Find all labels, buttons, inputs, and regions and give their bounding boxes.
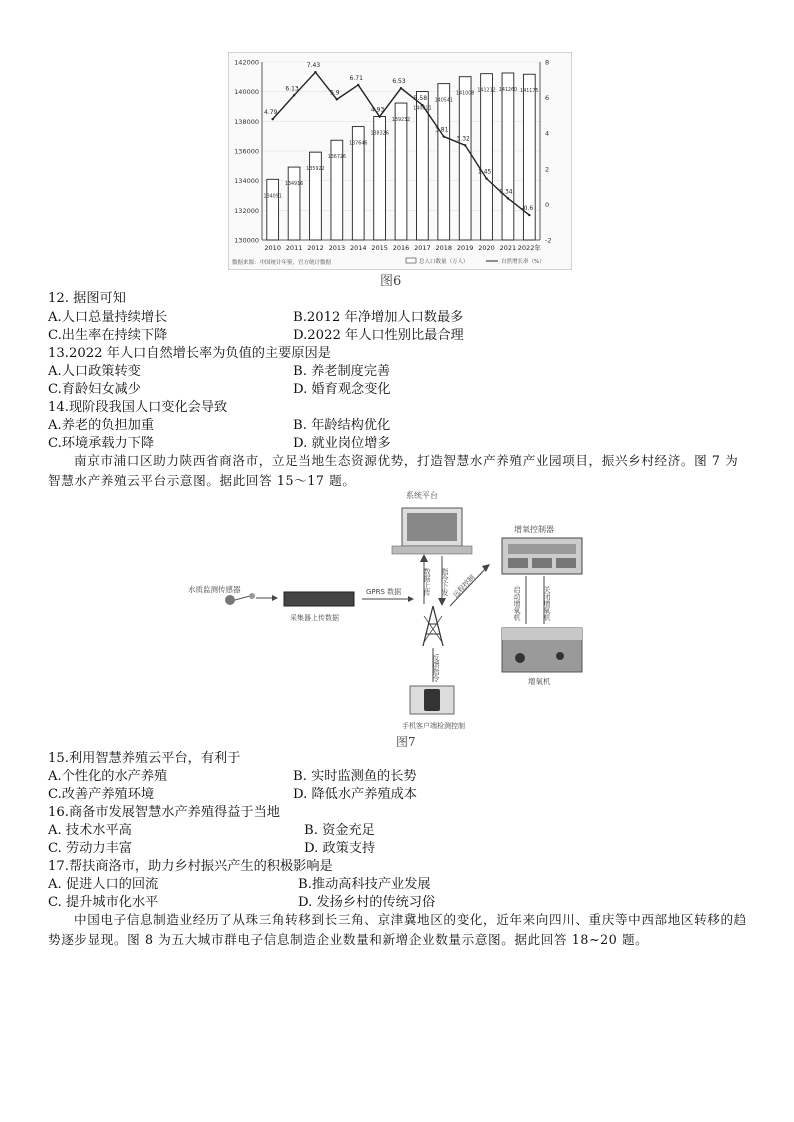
population-chart-svg — [228, 52, 572, 270]
y-right-tick-label: 8 — [545, 58, 550, 67]
x-tick-label: 2022年 — [517, 244, 541, 252]
q14-option-d[interactable]: D. 就业岗位增多 — [293, 436, 391, 451]
growth-rate-point — [464, 144, 466, 146]
q15-option-d[interactable]: D. 降低水产养殖成本 — [293, 787, 417, 802]
figure-6-caption: 图6 — [380, 274, 402, 289]
q14-option-a[interactable]: A.养老的负担加重 — [48, 418, 155, 433]
close-label: 关闭增氧机 — [543, 586, 551, 621]
aerator-pond-image — [502, 628, 582, 672]
x-tick-label: 2015 — [371, 244, 388, 252]
legend-bar-swatch — [406, 258, 416, 263]
growth-rate-point — [314, 71, 316, 73]
q15-stem: 15.利用智慧养殖云平台，有利于 — [48, 751, 241, 766]
growth-rate-point — [528, 214, 530, 216]
auto-label: 启动增氧机 — [513, 586, 521, 621]
line-value-label: -0.6 — [521, 205, 534, 213]
x-tick-label: 2011 — [285, 244, 303, 252]
legend-line-label: 自然增长率（%） — [501, 259, 545, 265]
line-value-label: 5.9 — [330, 89, 340, 97]
phone-label: 手机客户端检测控制 — [402, 722, 465, 730]
q17-option-d[interactable]: D. 发扬乡村的传统习俗 — [298, 895, 436, 910]
growth-rate-point — [443, 135, 445, 137]
q16-option-d[interactable]: D. 政策支持 — [304, 841, 376, 856]
growth-rate-point — [293, 94, 295, 96]
q14-option-c[interactable]: C.环境承载力下降 — [48, 436, 155, 451]
remote-label: 远程控制 — [451, 573, 477, 600]
q17-option-a[interactable]: A. 促进人口的回流 — [48, 877, 159, 892]
arrow-up-head — [420, 554, 428, 562]
line-value-label: 0.34 — [499, 188, 513, 196]
cmd-down-label: 指令下发 — [441, 568, 449, 596]
bar-value-label: 141175 — [520, 89, 539, 95]
aerator-label: 增氧机 — [528, 677, 551, 686]
line-value-label: 5.58 — [413, 95, 428, 103]
q12-option-d[interactable]: D.2022 年人口性别比最合理 — [293, 328, 464, 343]
figure-7-caption: 图7 — [396, 735, 416, 749]
bar-value-label: 141212 — [477, 88, 496, 94]
oxygen-controller-icon — [502, 538, 582, 574]
sensor-label: 水质监测传感器 — [188, 585, 241, 594]
bar-value-label: 139232 — [391, 118, 411, 124]
y-right-tick-label: 2 — [545, 165, 550, 174]
growth-rate-point — [507, 197, 509, 199]
passage-18-20: 中国电子信息制造业经历了从珠三角转移到长三角、京津冀地区的变化，近年来向四川、重庆等中西部地区转移的趋势逐步显现。图 8 为五大城市群电子信息制造企业数量和新增企业数量示意图。据此回答 18~20 题。 — [48, 912, 747, 947]
q13-stem: 13.2022 年人口自然增长率为负值的主要原因是 — [48, 346, 331, 361]
y-left-tick-label: 138000 — [234, 117, 259, 126]
y-left-tick-label: 132000 — [234, 206, 259, 215]
line-value-label: 3.81 — [435, 126, 449, 134]
line-value-label: 4.79 — [264, 109, 278, 117]
figure-6-chart — [228, 52, 572, 270]
q14-stem: 14.现阶段我国人口变化会导致 — [48, 400, 228, 415]
growth-rate-point — [378, 115, 380, 117]
q14-option-b[interactable]: B. 年龄结构优化 — [293, 418, 391, 433]
collector-label: 采集器上传数据 — [290, 614, 339, 622]
line-value-label: 6.71 — [349, 74, 363, 82]
y-left-tick-label: 134000 — [234, 177, 259, 186]
population-bar — [438, 84, 450, 240]
x-tick-label: 2014 — [349, 244, 367, 252]
y-right-tick-label: -2 — [545, 236, 552, 245]
x-tick-label: 2016 — [392, 244, 410, 252]
y-left-tick-label: 136000 — [234, 147, 259, 156]
q13-option-b[interactable]: B. 养老制度完善 — [293, 364, 391, 379]
controller-label: 增氧控制器 — [514, 525, 554, 534]
line-value-label: 7.43 — [306, 62, 321, 70]
y-right-tick-label: 6 — [545, 94, 550, 103]
line-value-label: 4.93 — [370, 106, 385, 114]
population-bar — [481, 74, 493, 240]
x-tick-label: 2021 — [499, 244, 517, 252]
x-tick-label: 2012 — [307, 244, 324, 252]
q12-stem: 12. 据图可知 — [48, 291, 126, 306]
q13-option-c[interactable]: C.育龄妇女减少 — [48, 382, 141, 397]
q17-stem: 17.帮扶商洛市，助力乡村振兴产生的积极影响是 — [48, 859, 333, 874]
passage-15-17: 南京市浦口区助力陕西省商洛市，立足当地生态资源优势，打造智慧水产养殖产业园项目，振兴乡村经济。图 7 为智慧水产养殖云平台示意图。据此回答 15～17 题。 — [48, 453, 739, 488]
y-right-tick-label: 0 — [545, 200, 550, 209]
bar-value-label: 137646 — [349, 141, 368, 147]
population-bar — [417, 92, 429, 240]
q15-option-b[interactable]: B. 实时监测鱼的长势 — [293, 769, 417, 784]
q17-option-b[interactable]: B.推动高科技产业发展 — [298, 877, 431, 892]
population-bar — [502, 73, 514, 240]
q13-option-a[interactable]: A.人口政策转变 — [48, 364, 141, 379]
q16-option-b[interactable]: B. 资金充足 — [304, 823, 375, 838]
q17-option-c[interactable]: C. 提升城市化水平 — [48, 895, 159, 910]
line-value-label: 6.53 — [392, 78, 406, 86]
bar-value-label: 141008 — [455, 91, 475, 97]
x-tick-label: 2013 — [328, 244, 346, 252]
x-tick-label: 2017 — [414, 244, 431, 252]
y-left-tick-label: 142000 — [234, 58, 259, 67]
growth-rate-point — [336, 98, 338, 100]
growth-rate-point — [485, 177, 487, 179]
q12-option-b[interactable]: B.2012 年净增加人口数最多 — [293, 310, 464, 325]
line-value-label: 1.45 — [477, 168, 492, 176]
x-tick-label: 2019 — [456, 244, 474, 252]
population-bar — [288, 167, 300, 240]
legend-bar-label: 总人口数量（万人） — [419, 259, 469, 265]
bar-value-label: 134091 — [263, 194, 282, 200]
q16-stem: 16.商备市发展智慧水产养殖得益于当地 — [48, 805, 280, 820]
bar-value-label: 136726 — [327, 155, 347, 161]
x-tick-label: 2020 — [478, 244, 495, 252]
bar-value-label: 140011 — [413, 106, 432, 112]
x-tick-label: 2010 — [264, 244, 281, 252]
bar-value-label: 138326 — [370, 131, 389, 137]
q12-option-c[interactable]: C.出生率在持续下降 — [48, 328, 168, 343]
source-note: 数据来源：中国统计年鉴，官方统计数据 — [232, 260, 332, 266]
system-platform-icon — [392, 508, 472, 554]
bar-value-label: 134916 — [284, 182, 304, 188]
line-value-label: 3.32 — [456, 135, 470, 143]
signal-tower-icon — [423, 606, 443, 646]
y-right-tick-label: 4 — [545, 129, 550, 138]
figure-7-diagram — [180, 486, 620, 734]
water-sensor-icon — [225, 593, 255, 605]
q13-option-d[interactable]: D. 婚育观念变化 — [293, 382, 391, 397]
data-up-label: 数据上传 — [423, 568, 431, 596]
arrow-head-1 — [272, 595, 278, 601]
feedback-label: 反馈指令 — [432, 654, 440, 682]
gprs-label: GPRS 数据 — [366, 588, 402, 596]
smart-aquaculture-diagram — [180, 486, 620, 734]
growth-rate-point — [271, 118, 273, 120]
y-left-tick-label: 140000 — [234, 88, 259, 97]
growth-rate-point — [400, 87, 402, 89]
population-bar — [267, 179, 279, 240]
phone-client-icon — [410, 686, 454, 714]
q16-option-a[interactable]: A. 技术水平高 — [48, 823, 132, 838]
population-bar — [310, 152, 322, 240]
bar-value-label: 140541 — [434, 98, 453, 104]
bar-value-label: 135922 — [306, 167, 325, 173]
arrow-down-head — [438, 598, 446, 606]
arrow-head-2 — [408, 596, 414, 602]
population-bar — [395, 103, 407, 240]
q16-option-c[interactable]: C. 劳动力丰富 — [48, 841, 132, 856]
y-left-tick-label: 130000 — [234, 236, 259, 245]
collector-device-icon — [284, 592, 354, 606]
q15-option-a[interactable]: A.个性化的水产养殖 — [48, 769, 168, 784]
platform-label: 系统平台 — [406, 491, 438, 500]
bar-value-label: 141260 — [498, 87, 518, 93]
q12-option-a[interactable]: A.人口总量持续增长 — [48, 310, 168, 325]
growth-rate-point — [357, 84, 359, 86]
q15-option-c[interactable]: C.改善产养殖环境 — [48, 787, 155, 802]
line-value-label: 6.13 — [285, 85, 299, 93]
population-bar — [459, 77, 471, 240]
x-tick-label: 2018 — [435, 244, 453, 252]
